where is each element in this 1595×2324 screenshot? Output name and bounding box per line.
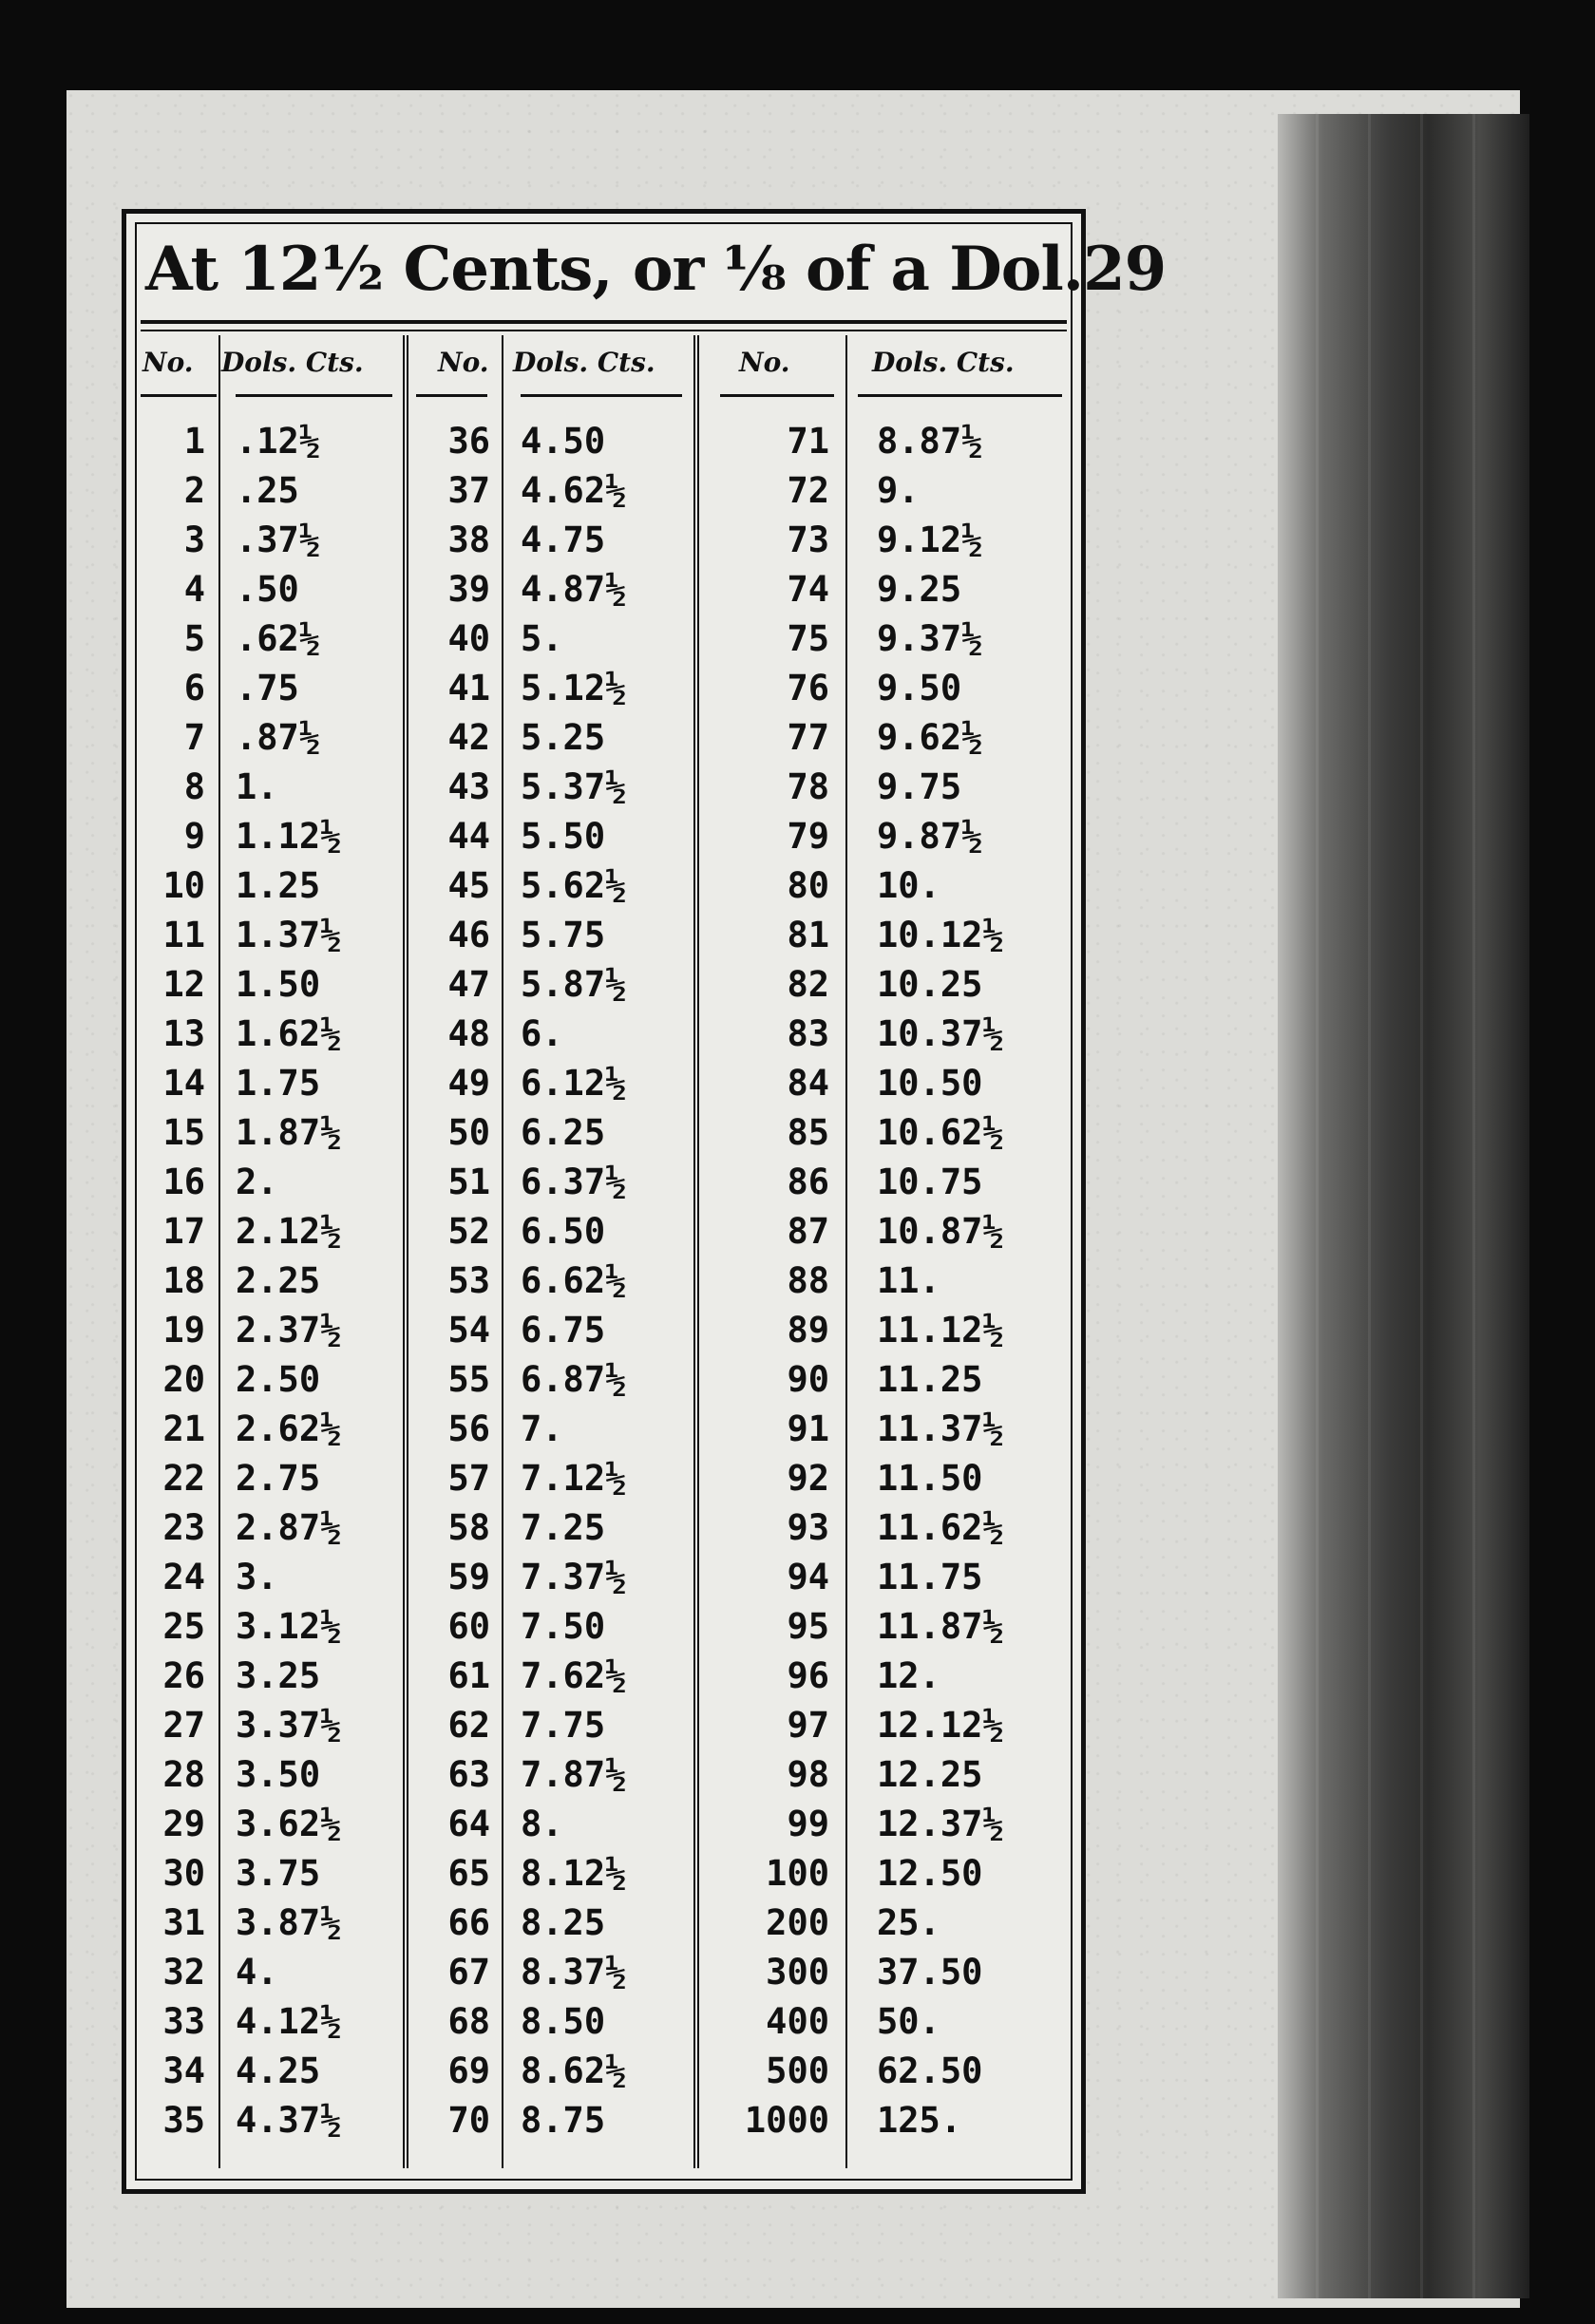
- row-number: 100: [766, 1853, 829, 1894]
- row-value: 5.: [521, 618, 563, 659]
- row-value: 12.50: [877, 1853, 983, 1894]
- row-value: 7.75: [521, 1705, 606, 1746]
- row-value: 8.37½: [521, 1952, 627, 1993]
- row-number: 91: [787, 1408, 829, 1449]
- title-rule: [141, 320, 1067, 324]
- row-number: 86: [787, 1162, 829, 1202]
- row-number: 74: [787, 569, 829, 610]
- column-rule: [502, 335, 503, 2168]
- row-value: 8.: [521, 1804, 563, 1844]
- row-number: 9: [183, 816, 205, 857]
- row-value: 8.12½: [521, 1853, 627, 1894]
- row-value: 1.87½: [236, 1112, 342, 1153]
- row-value: 7.62½: [521, 1655, 627, 1696]
- row-number: 46: [447, 915, 490, 955]
- row-number: 31: [162, 1902, 205, 1943]
- price-table: [141, 335, 1067, 2168]
- row-value: 4.62½: [521, 470, 627, 511]
- row-value: 5.37½: [521, 766, 627, 807]
- row-value: 2.62½: [236, 1408, 342, 1449]
- row-number: 41: [447, 668, 490, 709]
- row-number: 36: [447, 421, 490, 462]
- row-number: 77: [787, 717, 829, 758]
- row-number: 93: [787, 1507, 829, 1548]
- row-value: 12.37½: [877, 1804, 1004, 1844]
- page-edge-stripe: [1420, 114, 1423, 2298]
- row-value: 2.87½: [236, 1507, 342, 1548]
- row-value: 1.37½: [236, 915, 342, 955]
- column-rule-double: [693, 335, 699, 2168]
- row-value: 5.12½: [521, 668, 627, 709]
- row-value: 9.12½: [877, 520, 983, 560]
- row-number: 34: [162, 2050, 205, 2091]
- row-number: 400: [766, 2001, 829, 2042]
- row-number: 50: [447, 1112, 490, 1153]
- page-edge-stripe: [1316, 114, 1319, 2298]
- row-number: 45: [447, 865, 490, 906]
- row-number: 79: [787, 816, 829, 857]
- header-dols-cts-2: Dols. Cts.: [513, 347, 655, 378]
- page-edge-stripe: [1472, 114, 1475, 2298]
- row-value: 2.12½: [236, 1211, 342, 1252]
- row-value: 62.50: [877, 2050, 983, 2091]
- row-number: 40: [447, 618, 490, 659]
- row-number: 16: [162, 1162, 205, 1202]
- row-value: 11.62½: [877, 1507, 1004, 1548]
- row-value: 10.12½: [877, 915, 1004, 955]
- row-number: 78: [787, 766, 829, 807]
- row-number: 60: [447, 1606, 490, 1647]
- row-number: 1: [183, 421, 205, 462]
- ready-reckoner-table-frame: [122, 209, 1167, 2194]
- row-number: 3: [183, 520, 205, 560]
- row-number: 200: [766, 1902, 829, 1943]
- row-number: 88: [787, 1260, 829, 1301]
- row-number: 43: [447, 766, 490, 807]
- row-number: 57: [447, 1458, 490, 1499]
- row-value: 5.62½: [521, 865, 627, 906]
- row-value: 4.37½: [236, 2100, 342, 2141]
- row-value: 3.37½: [236, 1705, 342, 1746]
- row-value: 9.75: [877, 766, 962, 807]
- row-value: 3.75: [236, 1853, 321, 1894]
- row-number: 12: [162, 964, 205, 1005]
- row-number: 90: [787, 1359, 829, 1400]
- row-number: 25: [162, 1606, 205, 1647]
- row-value: 3.12½: [236, 1606, 342, 1647]
- row-value: 5.87½: [521, 964, 627, 1005]
- row-number: 22: [162, 1458, 205, 1499]
- row-number: 37: [447, 470, 490, 511]
- row-number: 49: [447, 1063, 490, 1104]
- row-value: 3.50: [236, 1754, 321, 1795]
- row-value: 11.25: [877, 1359, 983, 1400]
- row-number: 26: [162, 1655, 205, 1696]
- row-number: 17: [162, 1211, 205, 1252]
- row-value: 12.: [877, 1655, 940, 1696]
- row-number: 13: [162, 1013, 205, 1054]
- row-number: 6: [183, 668, 205, 709]
- row-number: 76: [787, 668, 829, 709]
- row-value: 7.12½: [521, 1458, 627, 1499]
- row-number: 94: [787, 1557, 829, 1597]
- row-value: 11.12½: [877, 1310, 1004, 1351]
- row-number: 1000: [744, 2100, 829, 2141]
- row-value: 2.50: [236, 1359, 321, 1400]
- page-edge-stripe: [1368, 114, 1371, 2298]
- row-value: 11.75: [877, 1557, 983, 1597]
- row-value: 4.87½: [521, 569, 627, 610]
- row-number: 23: [162, 1507, 205, 1548]
- row-value: 10.50: [877, 1063, 983, 1104]
- row-number: 87: [787, 1211, 829, 1252]
- title-rule-thin: [141, 330, 1067, 331]
- row-number: 53: [447, 1260, 490, 1301]
- row-value: 37.50: [877, 1952, 983, 1993]
- row-number: 24: [162, 1557, 205, 1597]
- row-value: 7.25: [521, 1507, 606, 1548]
- row-number: 65: [447, 1853, 490, 1894]
- row-value: 11.: [877, 1260, 940, 1301]
- row-value: 5.25: [521, 717, 606, 758]
- row-value: 1.: [236, 766, 278, 807]
- row-value: 6.62½: [521, 1260, 627, 1301]
- row-value: 12.12½: [877, 1705, 1004, 1746]
- row-value: 11.50: [877, 1458, 983, 1499]
- row-number: 38: [447, 520, 490, 560]
- row-number: 500: [766, 2050, 829, 2091]
- row-number: 85: [787, 1112, 829, 1153]
- row-number: 62: [447, 1705, 490, 1746]
- row-number: 63: [447, 1754, 490, 1795]
- row-value: 4.50: [521, 421, 606, 462]
- row-value: 11.37½: [877, 1408, 1004, 1449]
- row-number: 30: [162, 1853, 205, 1894]
- row-number: 59: [447, 1557, 490, 1597]
- column-rule-double: [403, 335, 408, 2168]
- row-value: 11.87½: [877, 1606, 1004, 1647]
- row-value: .37½: [236, 520, 321, 560]
- row-number: 58: [447, 1507, 490, 1548]
- row-number: 98: [787, 1754, 829, 1795]
- row-value: 125.: [877, 2100, 962, 2141]
- row-number: 48: [447, 1013, 490, 1054]
- row-number: 4: [183, 569, 205, 610]
- header-rule: [720, 394, 834, 397]
- row-number: 83: [787, 1013, 829, 1054]
- row-number: 11: [162, 915, 205, 955]
- header-rule: [858, 394, 1062, 397]
- header-dols-cts-1: Dols. Cts.: [221, 347, 364, 378]
- row-number: 96: [787, 1655, 829, 1696]
- row-number: 95: [787, 1606, 829, 1647]
- row-value: .75: [236, 668, 299, 709]
- row-value: 4.75: [521, 520, 606, 560]
- row-value: .62½: [236, 618, 321, 659]
- row-number: 20: [162, 1359, 205, 1400]
- row-value: 4.: [236, 1952, 278, 1993]
- row-value: 9.37½: [877, 618, 983, 659]
- header-dols-cts-3: Dols. Cts.: [872, 347, 1015, 378]
- header-no-1: No.: [142, 347, 194, 378]
- row-number: 10: [162, 865, 205, 906]
- row-value: 50.: [877, 2001, 940, 2042]
- row-value: 10.37½: [877, 1013, 1004, 1054]
- row-number: 99: [787, 1804, 829, 1844]
- row-number: 47: [447, 964, 490, 1005]
- row-number: 35: [162, 2100, 205, 2141]
- row-value: 4.12½: [236, 2001, 342, 2042]
- row-value: 7.: [521, 1408, 563, 1449]
- row-value: 25.: [877, 1902, 940, 1943]
- row-number: 55: [447, 1359, 490, 1400]
- row-value: 6.50: [521, 1211, 606, 1252]
- row-number: 52: [447, 1211, 490, 1252]
- row-number: 39: [447, 569, 490, 610]
- row-number: 51: [447, 1162, 490, 1202]
- row-value: 2.: [236, 1162, 278, 1202]
- row-number: 29: [162, 1804, 205, 1844]
- row-value: 10.62½: [877, 1112, 1004, 1153]
- header-rule: [521, 394, 682, 397]
- row-number: 32: [162, 1952, 205, 1993]
- header-no-3: No.: [739, 347, 790, 378]
- row-value: 1.50: [236, 964, 321, 1005]
- row-number: 75: [787, 618, 829, 659]
- row-value: 6.37½: [521, 1162, 627, 1202]
- row-value: 1.62½: [236, 1013, 342, 1054]
- row-value: 6.12½: [521, 1063, 627, 1104]
- row-number: 70: [447, 2100, 490, 2141]
- row-value: 4.25: [236, 2050, 321, 2091]
- row-number: 71: [787, 421, 829, 462]
- row-value: 9.87½: [877, 816, 983, 857]
- column-rule: [218, 335, 220, 2168]
- column-rule: [845, 335, 847, 2168]
- row-value: 6.: [521, 1013, 563, 1054]
- row-value: 10.25: [877, 964, 983, 1005]
- row-number: 66: [447, 1902, 490, 1943]
- page-edge-shadow: [1278, 114, 1529, 2298]
- row-value: 2.75: [236, 1458, 321, 1499]
- row-number: 300: [766, 1952, 829, 1993]
- row-value: 10.87½: [877, 1211, 1004, 1252]
- row-value: .25: [236, 470, 299, 511]
- row-value: 1.75: [236, 1063, 321, 1104]
- row-value: 8.87½: [877, 421, 983, 462]
- row-value: 10.75: [877, 1162, 983, 1202]
- row-value: 10.: [877, 865, 940, 906]
- row-number: 33: [162, 2001, 205, 2042]
- row-value: 8.25: [521, 1902, 606, 1943]
- row-number: 7: [183, 717, 205, 758]
- row-value: 6.75: [521, 1310, 606, 1351]
- row-number: 64: [447, 1804, 490, 1844]
- header-rule: [236, 394, 392, 397]
- row-number: 5: [183, 618, 205, 659]
- row-number: 72: [787, 470, 829, 511]
- row-number: 18: [162, 1260, 205, 1301]
- row-value: 3.: [236, 1557, 278, 1597]
- row-number: 69: [447, 2050, 490, 2091]
- row-value: 5.50: [521, 816, 606, 857]
- row-number: 15: [162, 1112, 205, 1153]
- row-value: 6.87½: [521, 1359, 627, 1400]
- row-value: 9.: [877, 470, 920, 511]
- row-number: 68: [447, 2001, 490, 2042]
- row-value: 1.25: [236, 865, 321, 906]
- row-value: 1.12½: [236, 816, 342, 857]
- row-value: 8.75: [521, 2100, 606, 2141]
- row-value: 9.62½: [877, 717, 983, 758]
- row-number: 56: [447, 1408, 490, 1449]
- row-value: 8.62½: [521, 2050, 627, 2091]
- row-value: .87½: [236, 717, 321, 758]
- row-value: 7.50: [521, 1606, 606, 1647]
- row-number: 14: [162, 1063, 205, 1104]
- row-number: 97: [787, 1705, 829, 1746]
- row-value: 12.25: [877, 1754, 983, 1795]
- row-value: 3.25: [236, 1655, 321, 1696]
- row-value: 9.50: [877, 668, 962, 709]
- row-value: 2.37½: [236, 1310, 342, 1351]
- row-number: 2: [183, 470, 205, 511]
- table-title: [145, 231, 1167, 307]
- row-value: .50: [236, 569, 299, 610]
- header-rule: [141, 394, 217, 397]
- header-no-2: No.: [438, 347, 489, 378]
- row-value: 8.50: [521, 2001, 606, 2042]
- row-value: 5.75: [521, 915, 606, 955]
- row-number: 42: [447, 717, 490, 758]
- row-value: 3.87½: [236, 1902, 342, 1943]
- row-number: 73: [787, 520, 829, 560]
- row-value: 7.87½: [521, 1754, 627, 1795]
- row-number: 19: [162, 1310, 205, 1351]
- row-number: 67: [447, 1952, 490, 1993]
- header-rule: [416, 394, 487, 397]
- row-number: 82: [787, 964, 829, 1005]
- row-number: 8: [183, 766, 205, 807]
- row-value: .12½: [236, 421, 321, 462]
- row-value: 9.25: [877, 569, 962, 610]
- row-number: 28: [162, 1754, 205, 1795]
- row-value: 2.25: [236, 1260, 321, 1301]
- row-number: 44: [447, 816, 490, 857]
- row-number: 89: [787, 1310, 829, 1351]
- row-value: 6.25: [521, 1112, 606, 1153]
- row-number: 81: [787, 915, 829, 955]
- row-number: 27: [162, 1705, 205, 1746]
- row-number: 80: [787, 865, 829, 906]
- row-number: 61: [447, 1655, 490, 1696]
- row-number: 84: [787, 1063, 829, 1104]
- title-text: At 12½ Cents, or ⅛ of a Dol.: [145, 233, 1084, 305]
- row-number: 54: [447, 1310, 490, 1351]
- row-value: 7.37½: [521, 1557, 627, 1597]
- page-number: 29: [1083, 233, 1167, 305]
- row-number: 21: [162, 1408, 205, 1449]
- row-value: 3.62½: [236, 1804, 342, 1844]
- row-number: 92: [787, 1458, 829, 1499]
